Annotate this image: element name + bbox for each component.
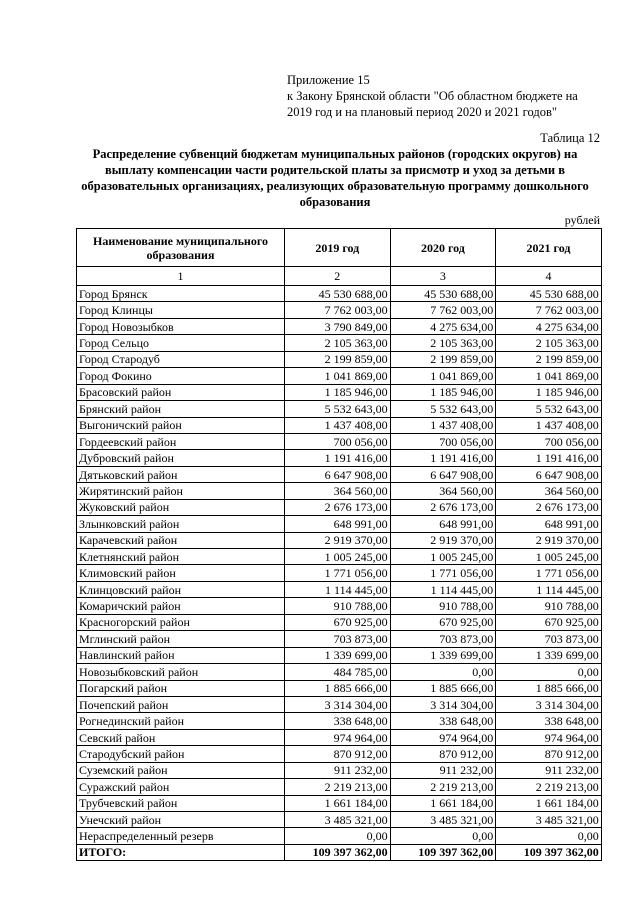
table-row — [77, 696, 602, 712]
amount-2020: 6 647 908,00 — [390, 466, 496, 482]
column-header-2020: 2020 год — [390, 229, 496, 267]
table-body — [77, 286, 602, 845]
municipality-name: Город Клинцы — [77, 302, 285, 318]
table-row — [77, 516, 602, 532]
column-header-name: Наименование муниципального образования — [77, 229, 285, 267]
amount-2021: 0,00 — [496, 828, 602, 844]
municipality-name: Суземский район — [77, 762, 285, 778]
amount-2020: 648 991,00 — [390, 516, 496, 532]
amount-2020: 703 873,00 — [390, 631, 496, 647]
amount-2020: 910 788,00 — [390, 598, 496, 614]
table-row — [77, 795, 602, 811]
amount-2021: 670 925,00 — [496, 614, 602, 630]
amount-2020: 2 199 859,00 — [390, 351, 496, 367]
amount-2021: 703 873,00 — [496, 631, 602, 647]
amount-2021: 2 199 859,00 — [496, 351, 602, 367]
table-header-row — [77, 229, 602, 267]
total-row — [77, 844, 602, 860]
table-row — [77, 779, 602, 795]
amount-2019: 364 560,00 — [285, 483, 391, 499]
municipality-name: Погарский район — [77, 680, 285, 696]
table-row — [77, 450, 602, 466]
table-row — [77, 318, 602, 334]
municipality-name: Рогнединский район — [77, 713, 285, 729]
amount-2020: 0,00 — [390, 828, 496, 844]
amount-2020: 1 661 184,00 — [390, 795, 496, 811]
amount-2019: 3 485 321,00 — [285, 812, 391, 828]
amount-2019: 648 991,00 — [285, 516, 391, 532]
amount-2021: 338 648,00 — [496, 713, 602, 729]
amount-2021: 5 532 643,00 — [496, 401, 602, 417]
amount-2020: 3 485 321,00 — [390, 812, 496, 828]
amount-2021: 45 530 688,00 — [496, 286, 602, 302]
amount-2019: 484 785,00 — [285, 664, 391, 680]
table-row — [77, 812, 602, 828]
municipality-name: Суражский район — [77, 779, 285, 795]
amount-2021: 1 885 666,00 — [496, 680, 602, 696]
amount-2019: 7 762 003,00 — [285, 302, 391, 318]
amount-2019: 1 191 416,00 — [285, 450, 391, 466]
municipality-name: Климовский район — [77, 565, 285, 581]
amount-2019: 2 199 859,00 — [285, 351, 391, 367]
municipality-name: Брасовский район — [77, 384, 285, 400]
municipality-name: Новозыбковский район — [77, 664, 285, 680]
table-row — [77, 598, 602, 614]
amount-2019: 911 232,00 — [285, 762, 391, 778]
municipality-name: Город Сельцо — [77, 335, 285, 351]
amount-2021: 4 275 634,00 — [496, 318, 602, 334]
amount-2019: 45 530 688,00 — [285, 286, 391, 302]
table-row — [77, 483, 602, 499]
amount-2021: 2 105 363,00 — [496, 335, 602, 351]
amount-2021: 1 661 184,00 — [496, 795, 602, 811]
table-row — [77, 647, 602, 663]
municipality-name: Город Фокино — [77, 368, 285, 384]
amount-2019: 1 661 184,00 — [285, 795, 391, 811]
column-header-2019: 2019 год — [285, 229, 391, 267]
appendix-header — [287, 72, 617, 120]
table-row — [77, 302, 602, 318]
table-row — [77, 680, 602, 696]
amount-2020: 974 964,00 — [390, 729, 496, 745]
document-title: Распределение субвенций бюджетам муниципальных районов (городских округов) на выплату компенсации части родительской платы за присмотр и уход за детьми в образовательных организациях, реализующих образовательную программу дошкольного образования — [81, 147, 589, 209]
amount-2019: 1 041 869,00 — [285, 368, 391, 384]
municipality-name: Брянский район — [77, 401, 285, 417]
amount-2020: 2 219 213,00 — [390, 779, 496, 795]
amount-2019: 338 648,00 — [285, 713, 391, 729]
table-row — [77, 401, 602, 417]
amount-2019: 1 114 445,00 — [285, 581, 391, 597]
amount-2021: 1 771 056,00 — [496, 565, 602, 581]
column-number-row — [77, 267, 602, 286]
appendix-line-1: Приложение 15 — [287, 73, 370, 87]
amount-2020: 1 437 408,00 — [390, 417, 496, 433]
amount-2020: 2 105 363,00 — [390, 335, 496, 351]
municipality-name: Злынковский район — [77, 516, 285, 532]
municipality-name: Гордеевский район — [77, 433, 285, 449]
municipality-name: Почепский район — [77, 696, 285, 712]
amount-2019: 1 437 408,00 — [285, 417, 391, 433]
column-number: 4 — [496, 267, 602, 286]
amount-2021: 1 005 245,00 — [496, 549, 602, 565]
amount-2019: 2 105 363,00 — [285, 335, 391, 351]
table-row — [77, 466, 602, 482]
table-row — [77, 351, 602, 367]
municipality-name: Мглинский район — [77, 631, 285, 647]
amount-2019: 974 964,00 — [285, 729, 391, 745]
amount-2019: 2 919 370,00 — [285, 532, 391, 548]
appendix-line-3: 2019 год и на плановый период 2020 и 2021 годов" — [287, 105, 557, 119]
amount-2020: 45 530 688,00 — [390, 286, 496, 302]
amount-2021: 6 647 908,00 — [496, 466, 602, 482]
total-label: ИТОГО: — [77, 844, 285, 860]
amount-2020: 1 185 946,00 — [390, 384, 496, 400]
amount-2019: 1 185 946,00 — [285, 384, 391, 400]
table-row — [77, 532, 602, 548]
amount-2019: 3 314 304,00 — [285, 696, 391, 712]
table-row — [77, 384, 602, 400]
amount-2020: 700 056,00 — [390, 433, 496, 449]
amount-2019: 1 885 666,00 — [285, 680, 391, 696]
amount-2019: 0,00 — [285, 828, 391, 844]
municipality-name: Карачевский район — [77, 532, 285, 548]
table-row — [77, 762, 602, 778]
municipality-name: Город Новозыбков — [77, 318, 285, 334]
amount-2021: 911 232,00 — [496, 762, 602, 778]
amount-2021: 2 919 370,00 — [496, 532, 602, 548]
amount-2019: 670 925,00 — [285, 614, 391, 630]
table-row — [77, 746, 602, 762]
amount-2021: 1 191 416,00 — [496, 450, 602, 466]
amount-2021: 648 991,00 — [496, 516, 602, 532]
amount-2021: 2 219 213,00 — [496, 779, 602, 795]
amount-2021: 3 314 304,00 — [496, 696, 602, 712]
amount-2020: 2 676 173,00 — [390, 499, 496, 515]
amount-2019: 700 056,00 — [285, 433, 391, 449]
subsidy-table — [76, 228, 602, 861]
amount-2020: 364 560,00 — [390, 483, 496, 499]
amount-2020: 4 275 634,00 — [390, 318, 496, 334]
amount-2020: 1 191 416,00 — [390, 450, 496, 466]
amount-2020: 911 232,00 — [390, 762, 496, 778]
municipality-name: Стародубский район — [77, 746, 285, 762]
municipality-name: Клинцовский район — [77, 581, 285, 597]
table-row — [77, 499, 602, 515]
amount-2019: 2 676 173,00 — [285, 499, 391, 515]
table-row — [77, 549, 602, 565]
amount-2020: 1 114 445,00 — [390, 581, 496, 597]
total-2021: 109 397 362,00 — [496, 844, 602, 860]
municipality-name: Клетнянский район — [77, 549, 285, 565]
amount-2020: 1 005 245,00 — [390, 549, 496, 565]
amount-2019: 703 873,00 — [285, 631, 391, 647]
table-row — [77, 581, 602, 597]
table-row — [77, 335, 602, 351]
municipality-name: Комаричский район — [77, 598, 285, 614]
municipality-name: Унечский район — [77, 812, 285, 828]
municipality-name: Трубчевский район — [77, 795, 285, 811]
municipality-name: Севский район — [77, 729, 285, 745]
amount-2020: 1 885 666,00 — [390, 680, 496, 696]
amount-2021: 1 185 946,00 — [496, 384, 602, 400]
amount-2019: 1 339 699,00 — [285, 647, 391, 663]
table-row — [77, 417, 602, 433]
amount-2019: 3 790 849,00 — [285, 318, 391, 334]
column-number: 2 — [285, 267, 391, 286]
amount-2021: 1 041 869,00 — [496, 368, 602, 384]
municipality-name: Жуковский район — [77, 499, 285, 515]
amount-2020: 870 912,00 — [390, 746, 496, 762]
amount-2019: 1 005 245,00 — [285, 549, 391, 565]
amount-2021: 364 560,00 — [496, 483, 602, 499]
amount-2020: 7 762 003,00 — [390, 302, 496, 318]
units-label: рублей — [564, 213, 600, 227]
table-row — [77, 286, 602, 302]
amount-2021: 1 114 445,00 — [496, 581, 602, 597]
municipality-name: Город Брянск — [77, 286, 285, 302]
municipality-name: Дубровский район — [77, 450, 285, 466]
table-row — [77, 433, 602, 449]
amount-2019: 1 771 056,00 — [285, 565, 391, 581]
column-header-2021: 2021 год — [496, 229, 602, 267]
amount-2019: 870 912,00 — [285, 746, 391, 762]
municipality-name: Жирятинский район — [77, 483, 285, 499]
amount-2021: 7 762 003,00 — [496, 302, 602, 318]
amount-2021: 2 676 173,00 — [496, 499, 602, 515]
amount-2020: 338 648,00 — [390, 713, 496, 729]
table-row — [77, 729, 602, 745]
table-row — [77, 368, 602, 384]
municipality-name: Город Стародуб — [77, 351, 285, 367]
table-row — [77, 664, 602, 680]
municipality-name: Красногорский район — [77, 614, 285, 630]
amount-2021: 1 437 408,00 — [496, 417, 602, 433]
amount-2020: 5 532 643,00 — [390, 401, 496, 417]
municipality-name: Нераспределенный резерв — [77, 828, 285, 844]
appendix-line-2: к Закону Брянской области "Об областном бюджете на — [287, 89, 578, 103]
amount-2019: 6 647 908,00 — [285, 466, 391, 482]
column-number: 1 — [77, 267, 285, 286]
table-row — [77, 631, 602, 647]
table-row — [77, 713, 602, 729]
amount-2020: 1 771 056,00 — [390, 565, 496, 581]
amount-2021: 0,00 — [496, 664, 602, 680]
table-row — [77, 565, 602, 581]
amount-2021: 974 964,00 — [496, 729, 602, 745]
amount-2020: 0,00 — [390, 664, 496, 680]
amount-2021: 3 485 321,00 — [496, 812, 602, 828]
amount-2020: 2 919 370,00 — [390, 532, 496, 548]
table-row — [77, 614, 602, 630]
amount-2019: 2 219 213,00 — [285, 779, 391, 795]
amount-2019: 5 532 643,00 — [285, 401, 391, 417]
column-number: 3 — [390, 267, 496, 286]
municipality-name: Навлинский район — [77, 647, 285, 663]
amount-2020: 3 314 304,00 — [390, 696, 496, 712]
amount-2020: 1 339 699,00 — [390, 647, 496, 663]
amount-2021: 910 788,00 — [496, 598, 602, 614]
table-row — [77, 828, 602, 844]
amount-2020: 1 041 869,00 — [390, 368, 496, 384]
amount-2021: 700 056,00 — [496, 433, 602, 449]
total-2020: 109 397 362,00 — [390, 844, 496, 860]
municipality-name: Дятьковский район — [77, 466, 285, 482]
total-2019: 109 397 362,00 — [285, 844, 391, 860]
amount-2020: 670 925,00 — [390, 614, 496, 630]
municipality-name: Выгоничский район — [77, 417, 285, 433]
amount-2019: 910 788,00 — [285, 598, 391, 614]
amount-2021: 1 339 699,00 — [496, 647, 602, 663]
table-label: Таблица 12 — [540, 131, 600, 145]
amount-2021: 870 912,00 — [496, 746, 602, 762]
